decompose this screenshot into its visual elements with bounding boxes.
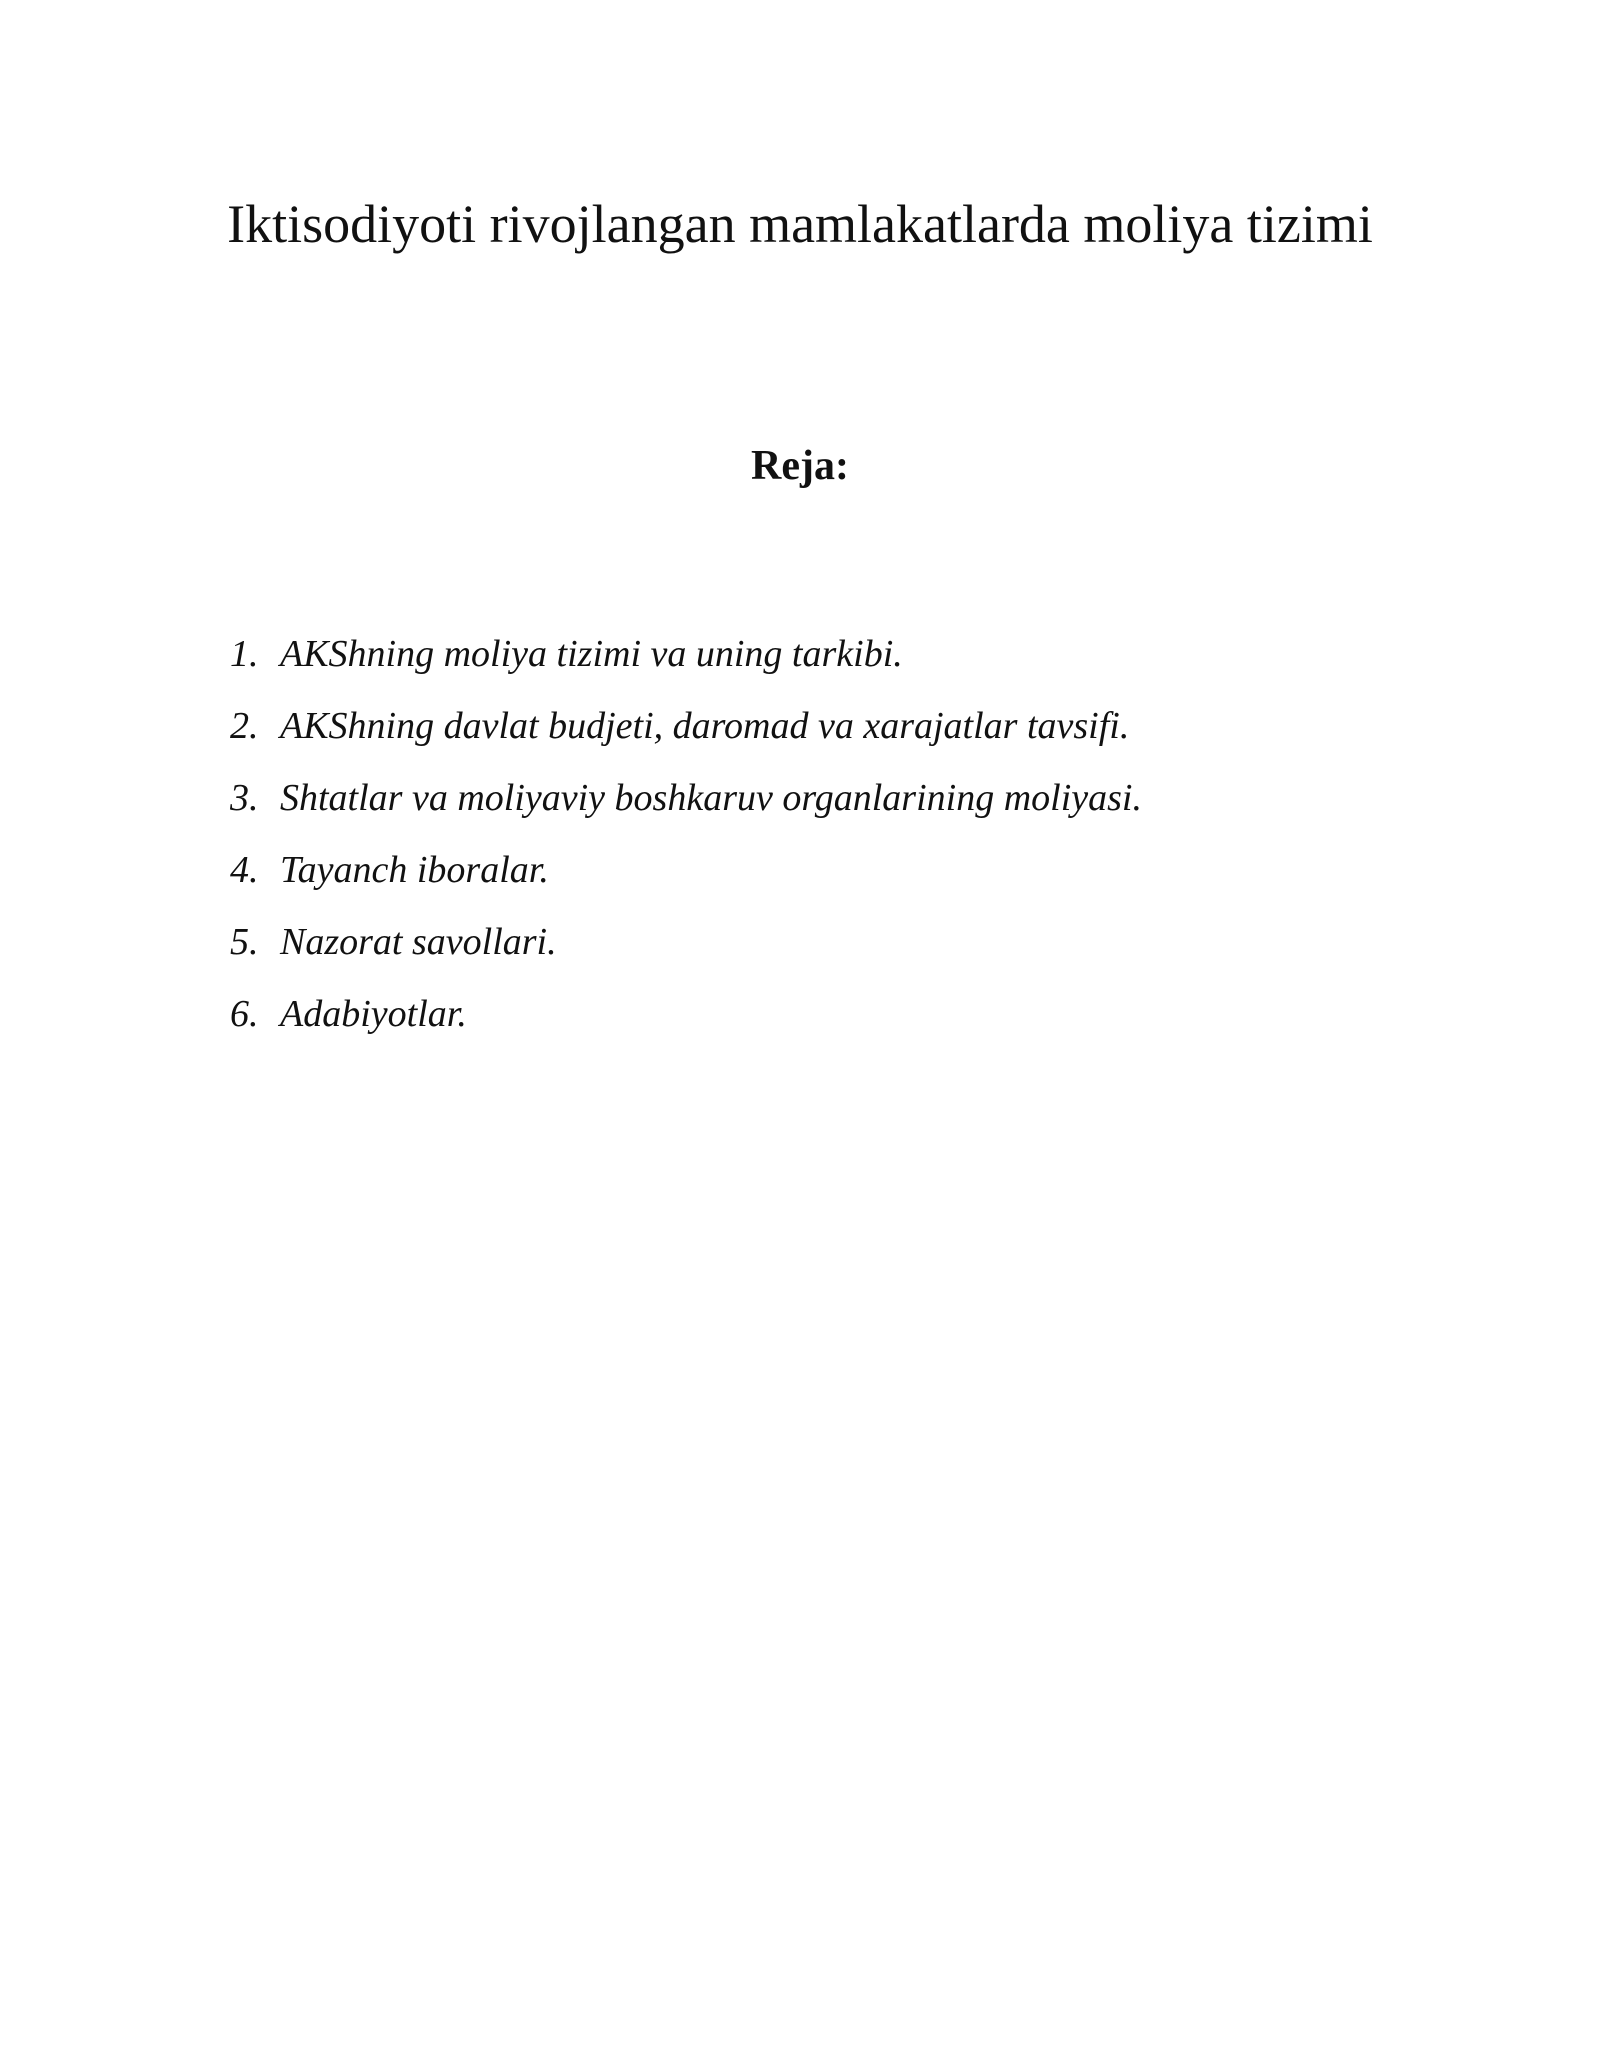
- plan-item-number: 2.: [230, 705, 259, 747]
- plan-item-text: AKShning moliya tizimi va uning tarkibi.: [280, 633, 903, 675]
- plan-item-text: Shtatlar va moliyaviy boshkaruv organlarining moliyasi.: [280, 777, 1142, 819]
- plan-item-text: Tayanch iboralar.: [280, 849, 549, 891]
- plan-item-3: [230, 770, 1430, 842]
- plan-item-1: [230, 626, 1430, 698]
- document-title: Iktisodiyoti rivojlangan mamlakatlarda moliya tizimi: [227, 194, 1373, 254]
- plan-item-number: 4.: [230, 849, 259, 891]
- plan-item-2: [230, 698, 1430, 770]
- plan-item-text: AKShning davlat budjeti, daromad va xarajatlar tavsifi.: [280, 705, 1130, 747]
- plan-item-number: 3.: [230, 777, 259, 819]
- plan-item-6: [230, 986, 1430, 1058]
- plan-list: [230, 626, 1430, 1058]
- plan-heading: Reja:: [751, 443, 849, 489]
- plan-item-text: Adabiyotlar.: [280, 993, 467, 1035]
- plan-item-text: Nazorat savollari.: [280, 921, 557, 963]
- plan-item-4: [230, 842, 1430, 914]
- plan-item-number: 5.: [230, 921, 259, 963]
- plan-item-5: [230, 914, 1430, 986]
- plan-item-number: 6.: [230, 993, 259, 1035]
- plan-item-number: 1.: [230, 633, 259, 675]
